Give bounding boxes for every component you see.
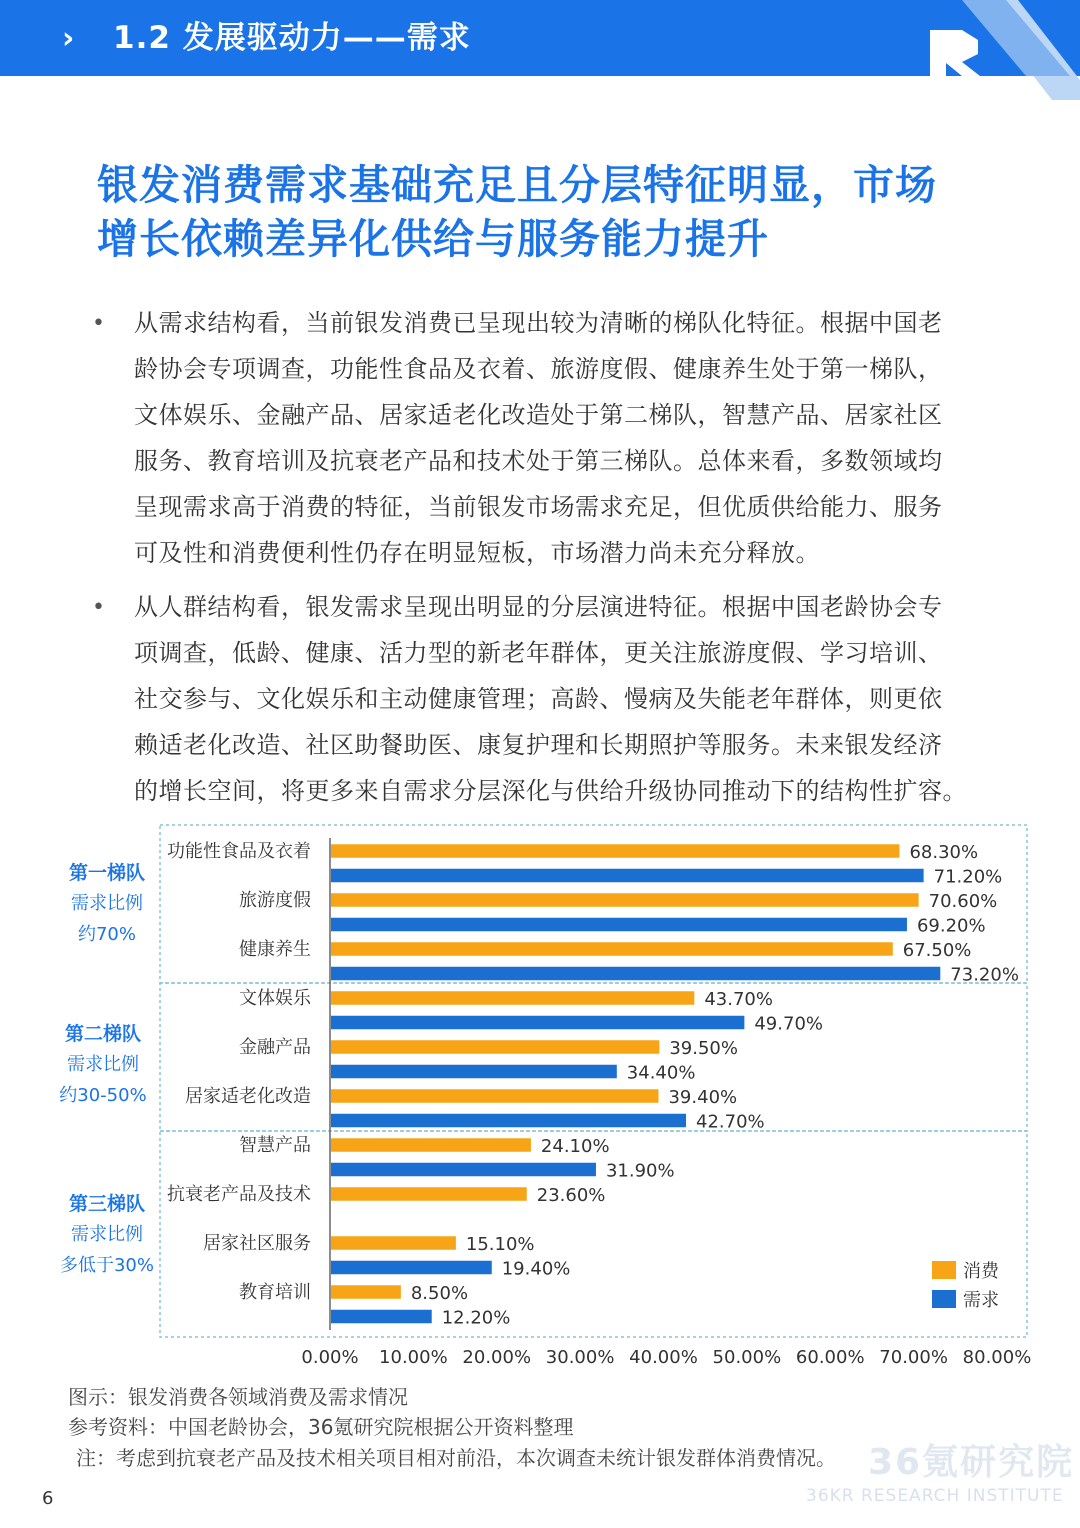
text-line: 龄协会专项调查，功能性食品及衣着、旅游度假、健康养生处于第一梯队， xyxy=(134,355,943,383)
data-label: 49.70% xyxy=(754,1013,824,1035)
x-tick-label: 40.00% xyxy=(629,1347,698,1368)
category-label: 健康养生 xyxy=(239,939,311,960)
text-line: 呈现需求高于消费的特征，当前银发市场需求充足，但优质供给能力、服务 xyxy=(134,493,943,521)
data-label: 12.20% xyxy=(441,1307,511,1329)
category-label: 金融产品 xyxy=(239,1037,311,1058)
bar-consumption xyxy=(331,844,899,858)
bar-demand xyxy=(331,1114,686,1128)
category-label: 文体娱乐 xyxy=(239,988,311,1009)
tier-ratio-label: 需求比例 xyxy=(71,893,143,914)
text-line: 文体娱乐、金融产品、居家适老化改造处于第二梯队，智慧产品、居家社区 xyxy=(134,401,943,429)
data-label: 39.50% xyxy=(669,1038,738,1059)
text-line: 的增长空间，将更多来自需求分层深化与供给升级协同推动下的结构性扩容。 xyxy=(134,777,967,805)
bar-demand xyxy=(331,869,924,883)
data-label: 23.60% xyxy=(536,1185,606,1206)
chevron-right-icon: › xyxy=(62,21,75,56)
text-line: 可及性和消费便利性仍存在明显短板，市场潜力尚未充分释放。 xyxy=(134,539,820,567)
data-label: 67.50% xyxy=(902,940,972,961)
data-label: 8.50% xyxy=(410,1283,469,1304)
bar-consumption xyxy=(331,893,919,907)
data-label: 70.60% xyxy=(928,891,998,912)
main-title-line-2: 增长依赖差异化供给与服务能力提升 xyxy=(97,215,769,263)
bar-demand xyxy=(331,967,940,981)
data-label: 19.40% xyxy=(501,1258,571,1280)
bar-layer xyxy=(167,841,1019,1329)
tier-name: 第一梯队 xyxy=(68,862,145,884)
bar-demand xyxy=(331,1261,492,1275)
main-title-line-1: 银发消费需求基础充足且分层特征明显，市场 xyxy=(97,161,937,209)
chart-legend xyxy=(932,1261,1000,1311)
category-label: 智慧产品 xyxy=(239,1135,311,1156)
bar-consumption xyxy=(331,1285,401,1299)
bar-consumption xyxy=(331,1138,531,1152)
text-line: 从人群结构看，银发需求呈现出明显的分层演进特征。根据中国老龄协会专 xyxy=(134,593,943,621)
watermark-logo: 36氪研究院 xyxy=(868,1442,1075,1483)
data-label: 42.70% xyxy=(696,1111,765,1133)
section-title: 1.2 发展驱动力——需求 xyxy=(113,20,471,56)
tier-ratio-value: 多低于30% xyxy=(59,1255,154,1276)
bar-consumption xyxy=(331,1040,659,1054)
bar-consumption xyxy=(331,1236,456,1250)
data-label: 34.40% xyxy=(626,1062,696,1084)
bar-demand xyxy=(331,1310,432,1324)
x-tick-label: 50.00% xyxy=(712,1347,782,1368)
bar-consumption xyxy=(331,1187,527,1201)
legend-label: 消费 xyxy=(963,1261,999,1282)
text-line: 服务、教育培训及抗衰老产品和技术处于第三梯队。总体来看，多数领域均 xyxy=(134,447,943,475)
source-note: 参考资料：中国老龄协会，36氪研究院根据公开资料整理 xyxy=(68,1415,574,1439)
text-line: 项调查，低龄、健康、活力型的新老年群体，更关注旅游度假、学习培训、 xyxy=(134,639,943,667)
legend-label: 需求 xyxy=(963,1290,999,1311)
tier-ratio-label: 需求比例 xyxy=(67,1054,139,1075)
tier-ratio-value: 约70% xyxy=(77,924,136,945)
data-label: 73.20% xyxy=(950,964,1019,986)
tier-ratio-label: 需求比例 xyxy=(71,1224,143,1245)
data-label: 71.20% xyxy=(933,866,1003,888)
text-line: 从需求结构看，当前银发消费已呈现出较为清晰的梯队化特征。根据中国老 xyxy=(134,309,943,337)
legend-swatch xyxy=(932,1290,956,1308)
category-label: 抗衰老产品及技术 xyxy=(167,1184,311,1205)
bullet-dot: • xyxy=(92,595,105,620)
footnote: 注：考虑到抗衰老产品及技术相关项目相对前沿，本次调查未统计银发群体消费情况。 xyxy=(76,1446,836,1470)
bar-demand xyxy=(331,918,907,932)
data-label: 31.90% xyxy=(605,1160,675,1182)
bar-demand xyxy=(331,1163,596,1177)
bar-demand xyxy=(331,1065,617,1079)
bullet-dot: • xyxy=(92,311,105,336)
data-label: 39.40% xyxy=(668,1087,738,1108)
text-line: 社交参与、文化娱乐和主动健康管理；高龄、慢病及失能老年群体，则更依 xyxy=(134,685,943,713)
x-tick-label: 10.00% xyxy=(379,1347,448,1368)
x-tick-label: 30.00% xyxy=(545,1347,615,1368)
tier-name: 第二梯队 xyxy=(64,1023,141,1045)
bar-demand xyxy=(331,1016,744,1030)
bar-consumption xyxy=(331,991,694,1005)
category-label: 居家社区服务 xyxy=(203,1233,311,1254)
tier-name: 第三梯队 xyxy=(68,1193,145,1215)
category-label: 教育培训 xyxy=(239,1282,311,1303)
category-label: 功能性食品及衣着 xyxy=(167,841,311,862)
data-label: 15.10% xyxy=(465,1234,535,1255)
figure-caption: 图示：银发消费各领域消费及需求情况 xyxy=(68,1385,408,1409)
x-tick-label: 20.00% xyxy=(462,1347,532,1368)
data-label: 69.20% xyxy=(916,915,986,937)
data-label: 43.70% xyxy=(704,989,773,1010)
watermark-text: 36KR RESEARCH INSTITUTE xyxy=(806,1486,1064,1506)
data-label: 24.10% xyxy=(540,1136,610,1157)
data-label: 68.30% xyxy=(909,842,979,863)
page-number: 6 xyxy=(42,1488,54,1509)
category-label: 旅游度假 xyxy=(239,890,311,911)
bar-consumption xyxy=(331,1089,658,1103)
tier-ratio-value: 约30-50% xyxy=(59,1085,147,1106)
x-tick-layer xyxy=(301,1347,1031,1368)
text-line: 赖适老化改造、社区助餐助医、康复护理和长期照护等服务。未来银发经济 xyxy=(134,731,943,759)
category-label: 居家适老化改造 xyxy=(185,1086,311,1107)
bar-consumption xyxy=(331,942,893,956)
x-tick-label: 70.00% xyxy=(879,1347,948,1368)
legend-swatch xyxy=(932,1261,956,1279)
x-tick-label: 80.00% xyxy=(962,1347,1032,1368)
x-tick-label: 60.00% xyxy=(795,1347,865,1368)
x-tick-label: 0.00% xyxy=(301,1347,359,1368)
